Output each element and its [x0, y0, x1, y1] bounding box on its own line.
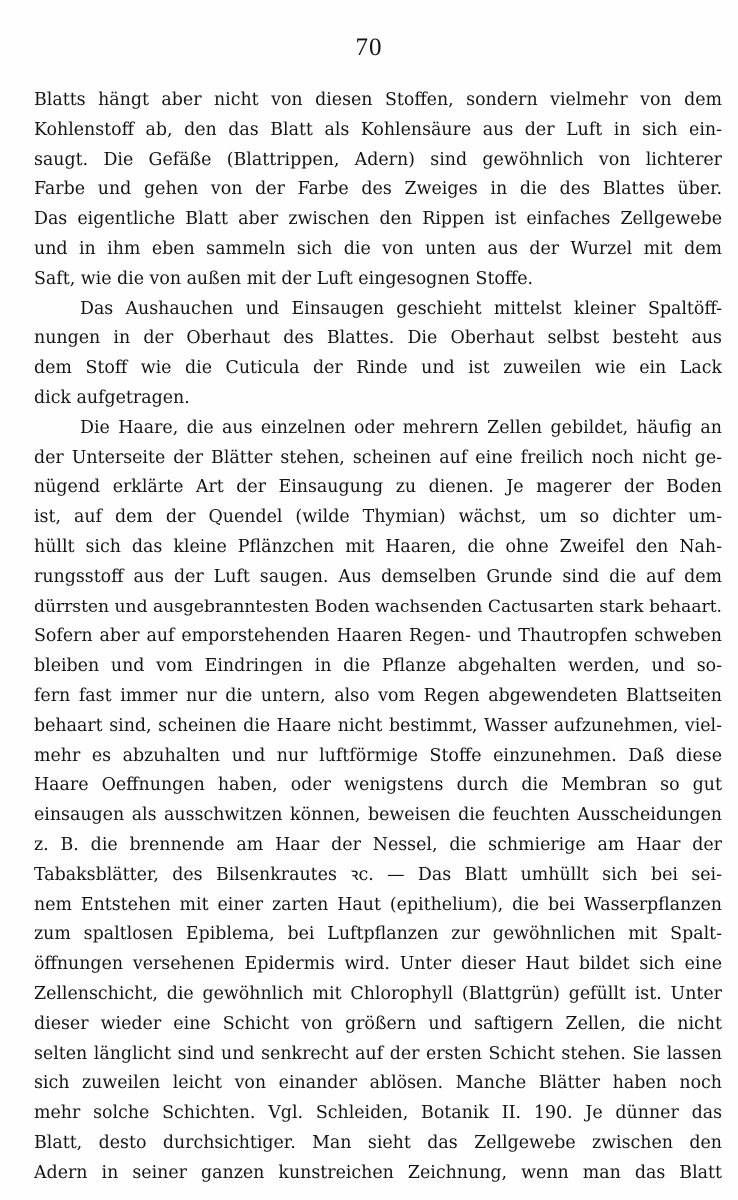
- text-line: hüllt sich das kleine Pflänzchen mit Haaren, die ohne Zweifel den Nah-: [34, 536, 722, 557]
- text-line: zum spaltlosen Epiblema, bei Luftpflanzen zur gewöhnlichen mit Spalt-: [34, 924, 722, 945]
- text-line: der Unterseite der Blätter stehen, scheinen auf eine freilich noch nicht ge-: [34, 447, 722, 468]
- text-line: Sofern aber auf emporstehenden Haaren Regen- und Thautropfen schweben: [34, 626, 722, 647]
- text-line: dürrsten und ausgebranntesten Boden wachsenden Cactusarten stark behaart.: [34, 596, 722, 617]
- text-line: mehr solche Schichten. Vgl. Schleiden, Botanik II. 190. Je dünner das: [34, 1103, 722, 1124]
- text-line: Die Haare, die aus einzelnen oder mehrern Zellen gebildet, häufig an: [80, 417, 722, 438]
- text-line: bleiben und vom Eindringen in die Pflanze abgehalten werden, und so-: [34, 656, 722, 677]
- text-line: Haare Oeffnungen haben, oder wenigstens durch die Membran so gut: [34, 775, 722, 796]
- text-line: nungen in der Oberhaut des Blattes. Die Oberhaut selbst besteht aus: [34, 328, 722, 349]
- text-line: Saft, wie die von außen mit der Luft eingesognen Stoffe.: [34, 268, 534, 289]
- page-number: 70: [355, 34, 383, 61]
- text-line: ist, auf dem der Quendel (wilde Thymian) wächst, um so dichter um-: [34, 507, 722, 528]
- text-line: dieser wieder eine Schicht von größern und saftigern Zellen, die nicht: [34, 1013, 722, 1034]
- text-line: rungsstoff aus der Luft saugen. Aus demselben Grunde sind die auf dem: [34, 566, 722, 587]
- text-line: behaart sind, scheinen die Haare nicht bestimmt, Wasser aufzunehmen, viel-: [34, 715, 722, 736]
- text-line: selten länglicht sind und senkrecht auf der ersten Schicht stehen. Sie lassen: [34, 1043, 722, 1064]
- text-line: sich zuweilen leicht von einander ablösen. Manche Blätter haben noch: [34, 1073, 722, 1094]
- text-line: Kohlenstoff ab, den das Blatt als Kohlensäure aus der Luft in sich ein-: [34, 119, 722, 140]
- text-line: einsaugen als ausschwitzen können, beweisen die feuchten Ausscheidungen: [34, 805, 722, 826]
- text-line: Das Aushauchen und Einsaugen geschieht mittelst kleiner Spaltöff-: [80, 298, 722, 319]
- text-line: Zellenschicht, die gewöhnlich mit Chlorophyll (Blattgrün) gefüllt ist. Unter: [34, 983, 722, 1004]
- text-line: nem Entstehen mit einer zarten Haut (epithelium), die bei Wasserpflanzen: [34, 894, 722, 915]
- text-line: und in ihm eben sammeln sich die von unten aus der Wurzel mit dem: [34, 238, 722, 259]
- text-line: nügend erklärte Art der Einsaugung zu dienen. Je magerer der Boden: [34, 477, 722, 498]
- text-line: Farbe und gehen von der Farbe des Zweiges in die des Blattes über.: [34, 179, 722, 200]
- body-text: [34, 86, 722, 1188]
- text-line: mehr es abzuhalten und nur luftförmige Stoffe einzunehmen. Daß diese: [34, 745, 722, 766]
- text-line: Blatt, desto durchsichtiger. Man sieht das Zellgewebe zwischen den: [34, 1132, 722, 1153]
- text-line: Blatts hängt aber nicht von diesen Stoffen, sondern vielmehr von dem: [34, 90, 722, 110]
- text-line: saugt. Die Gefäße (Blattrippen, Adern) sind gewöhnlich von lichterer: [34, 149, 722, 170]
- text-line: Das eigentliche Blatt aber zwischen den Rippen ist einfaches Zellgewebe: [34, 209, 722, 230]
- text-line: öffnungen versehenen Epidermis wird. Unter dieser Haut bildet sich eine: [34, 954, 722, 975]
- text-line: Adern in seiner ganzen kunstreichen Zeichnung, wenn man das Blatt: [34, 1162, 722, 1183]
- text-line: dem Stoff wie die Cuticula der Rinde und ist zuweilen wie ein Lack: [34, 358, 722, 379]
- text-line: dick aufgetragen.: [34, 387, 190, 408]
- text-line: fern fast immer nur die untern, also vom Regen abgewendeten Blattseiten: [34, 685, 722, 706]
- text-line: z. B. die brennende am Haar der Nessel, die schmierige am Haar der: [34, 834, 722, 855]
- text-line: Tabaksblätter, des Bilsenkrautes ꝛc. — Das Blatt umhüllt sich bei sei-: [34, 864, 722, 885]
